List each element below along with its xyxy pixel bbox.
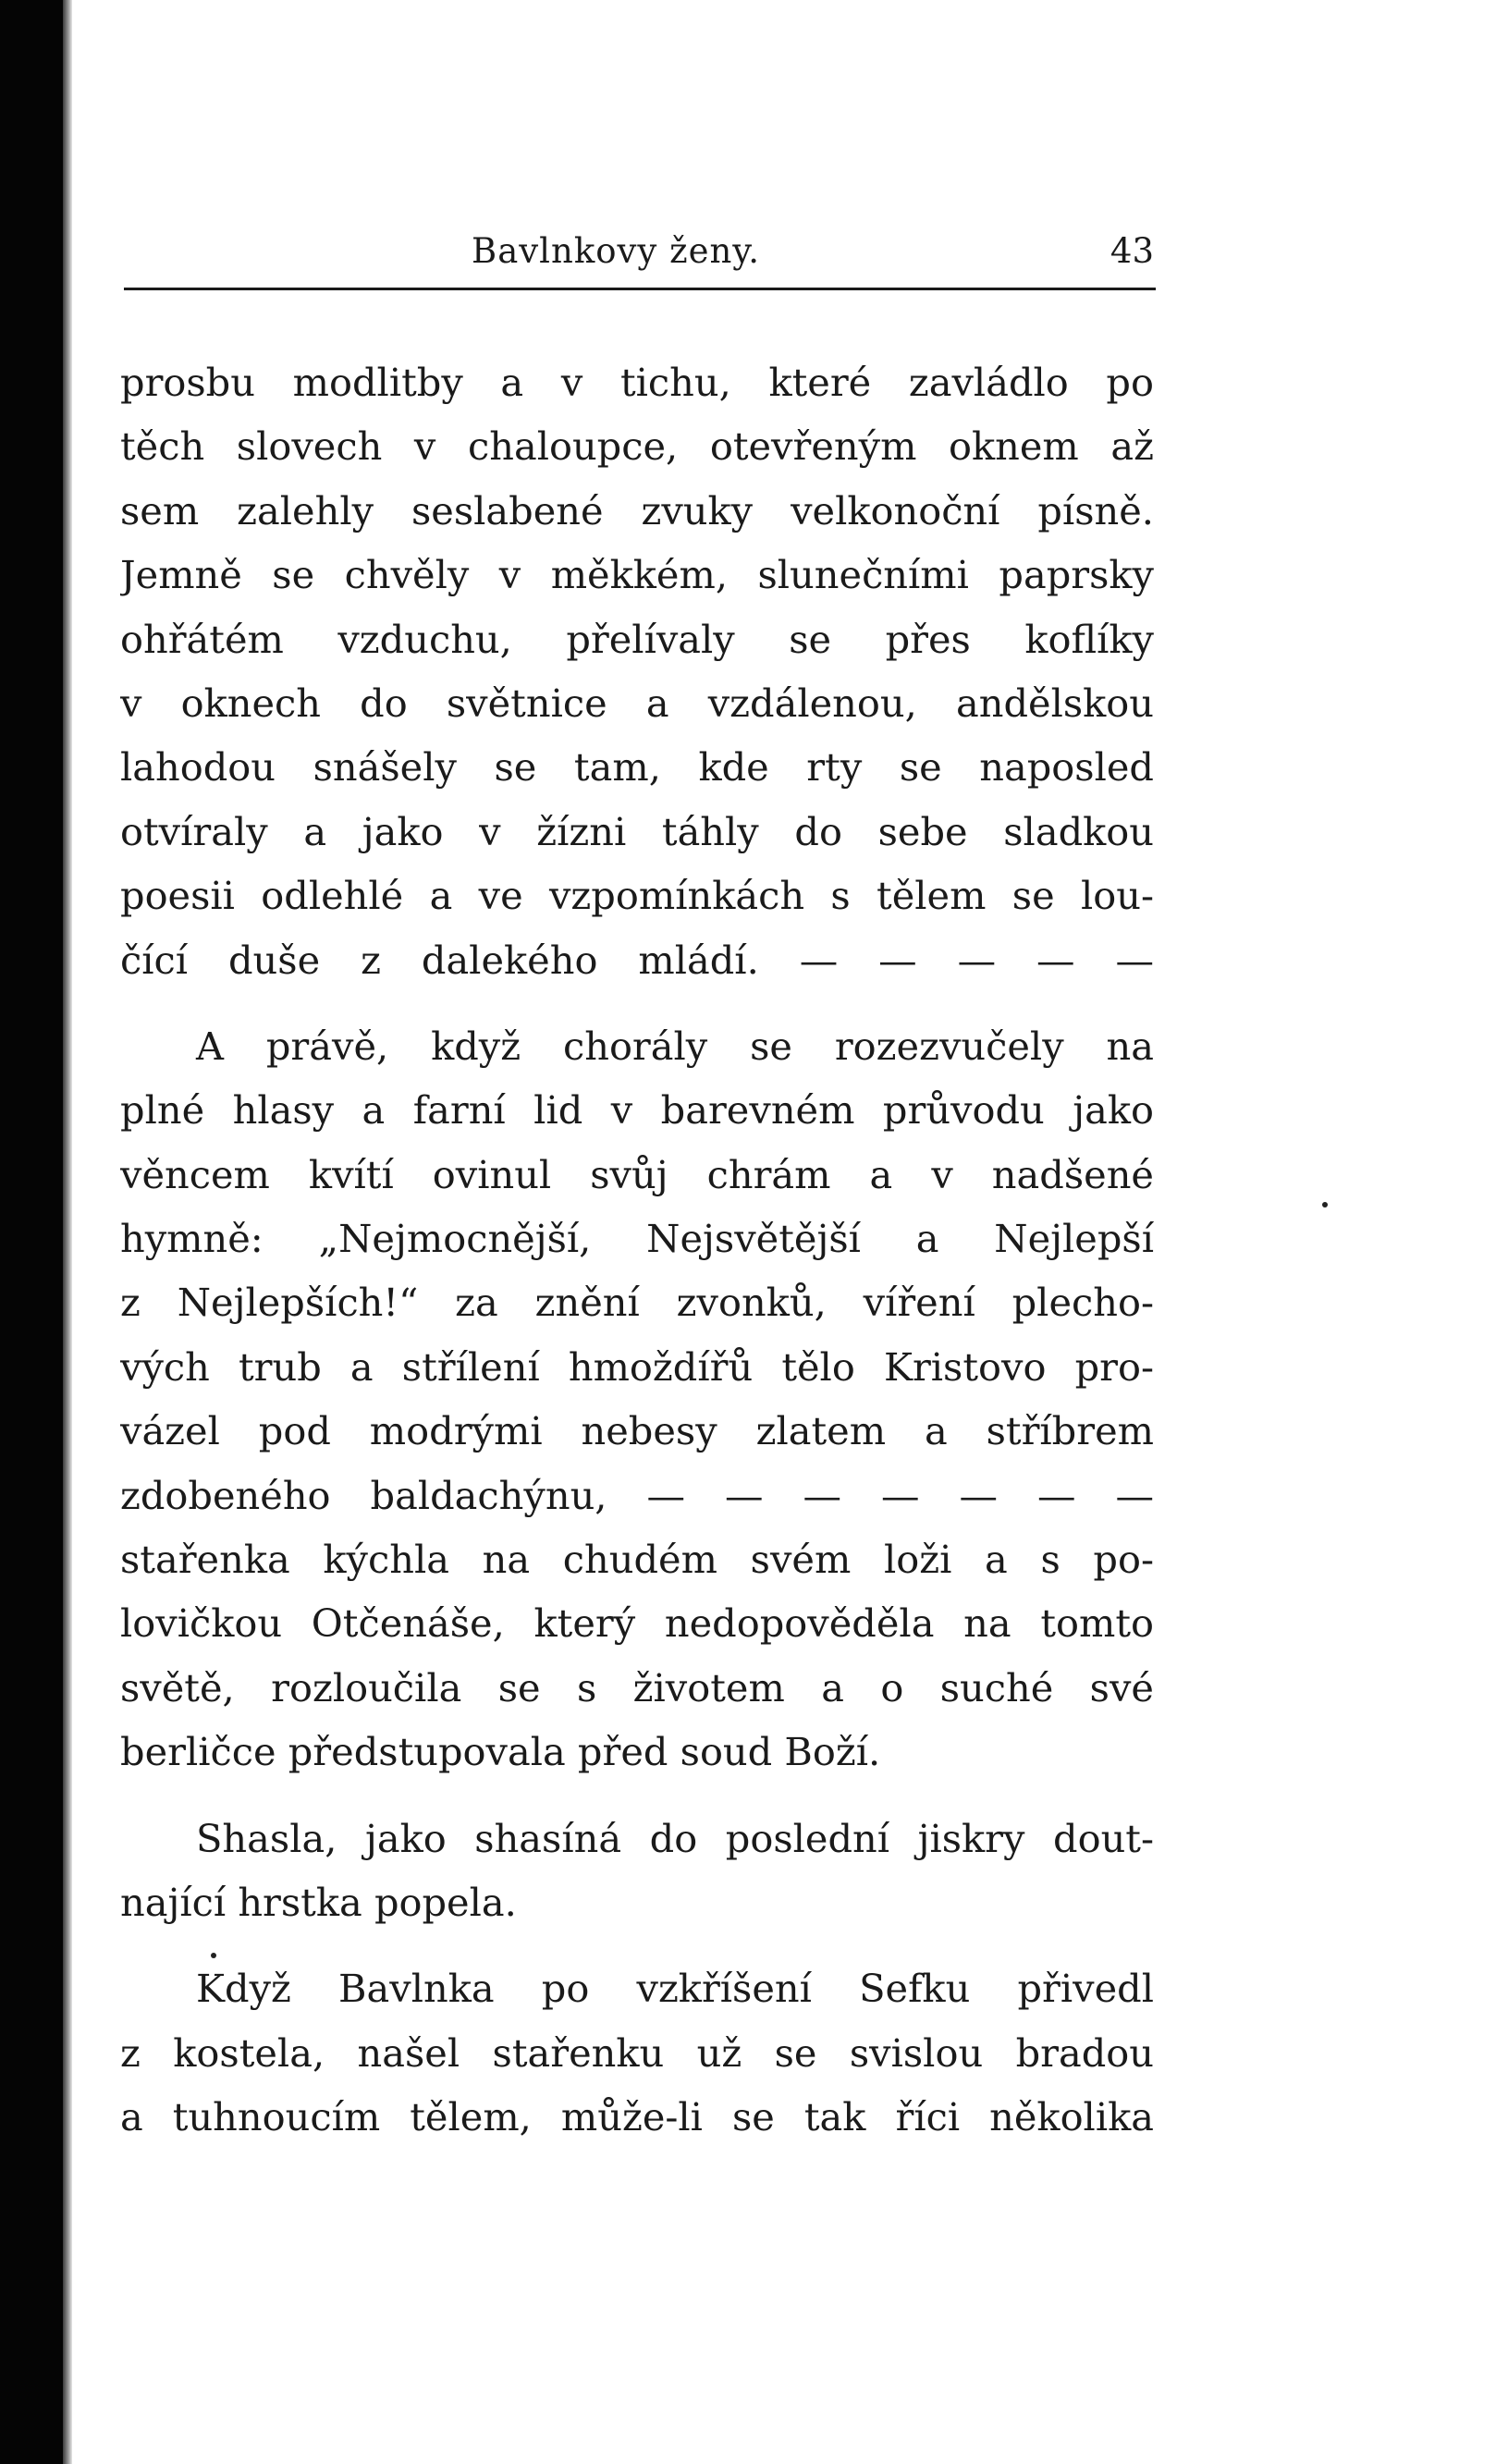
text-line: hymně: „Nejmocnější, Nejsvětější a Nejlepší	[120, 1216, 1154, 1262]
running-title: Bavlnkovy ženy.	[472, 231, 761, 271]
text-line: stařenka kýchla na chudém svém loži a s po-	[120, 1537, 1154, 1583]
text-line: zdobeného baldachýnu, — — — — — — —	[120, 1472, 1154, 1518]
text-line: poesii odlehlé a ve vzpomínkách s tělem se lou-	[120, 873, 1154, 919]
text-line: lovičkou Otčenáše, který nedopověděla na tomto	[120, 1600, 1154, 1647]
text-line: plné hlasy a farní lid v barevném průvodu jako	[120, 1087, 1154, 1134]
text-line: Když Bavlnka po vzkříšení Sefku přivedl	[196, 1966, 1154, 2012]
paragraph	[120, 1807, 1154, 1935]
text-line: vých trub a střílení hmoždířů tělo Kristovo pro-	[120, 1343, 1154, 1390]
text-line: z kostela, našel stařenku už se svislou bradou	[120, 2029, 1154, 2076]
paragraph	[120, 1956, 1154, 2149]
scan-speck	[1322, 1202, 1328, 1207]
paragraph	[120, 350, 1154, 992]
text-line: nající hrstka popela.	[120, 1879, 517, 1925]
text-line: z Nejlepších!“ za znění zvonků, víření plecho-	[120, 1280, 1154, 1326]
scan-edge-shadow	[0, 0, 63, 2464]
text-line: vázel pod modrými nebesy zlatem a stříbrem	[120, 1408, 1154, 1454]
paragraph	[120, 1014, 1154, 1784]
text-line: těch slovech v chaloupce, otevřeným oknem až	[120, 423, 1154, 470]
text-line: lahodou snášely se tam, kde rty se naposled	[120, 744, 1154, 791]
text-line: věncem kvítí ovinul svůj chrám a v nadšené	[120, 1151, 1154, 1197]
header-rule	[124, 288, 1156, 290]
text-line: Shasla, jako shasíná do poslední jiskry dout-	[196, 1815, 1154, 1861]
scan-speck	[211, 1953, 216, 1958]
body-text	[120, 350, 1154, 2150]
text-line: v oknech do světnice a vzdálenou, andělskou	[120, 680, 1154, 726]
text-line: Jemně se chvěly v měkkém, slunečními paprsky	[120, 552, 1154, 598]
text-line: otvíraly a jako v žízni táhly do sebe sladkou	[120, 808, 1154, 854]
text-line: A právě, když chorály se rozezvučely na	[196, 1023, 1154, 1069]
page-number: 43	[1110, 231, 1154, 271]
text-line: prosbu modlitby a v tichu, které zavládlo po	[120, 360, 1154, 405]
scan-edge-gradient	[63, 0, 72, 2464]
running-head	[120, 229, 1154, 274]
text-line: světě, rozloučila se s životem a o suché své	[120, 1664, 1154, 1710]
text-line: a tuhnoucím tělem, může-li se tak říci několika	[120, 2094, 1154, 2140]
text-line: čící duše z dalekého mládí. — — — — —	[120, 937, 1154, 983]
text-line: sem zalehly seslabené zvuky velkonoční písně.	[120, 487, 1154, 533]
text-line: berličce předstupovala před soud Boží.	[120, 1729, 881, 1775]
text-line: ohřátém vzduchu, přelívaly se přes koflíky	[120, 616, 1154, 662]
